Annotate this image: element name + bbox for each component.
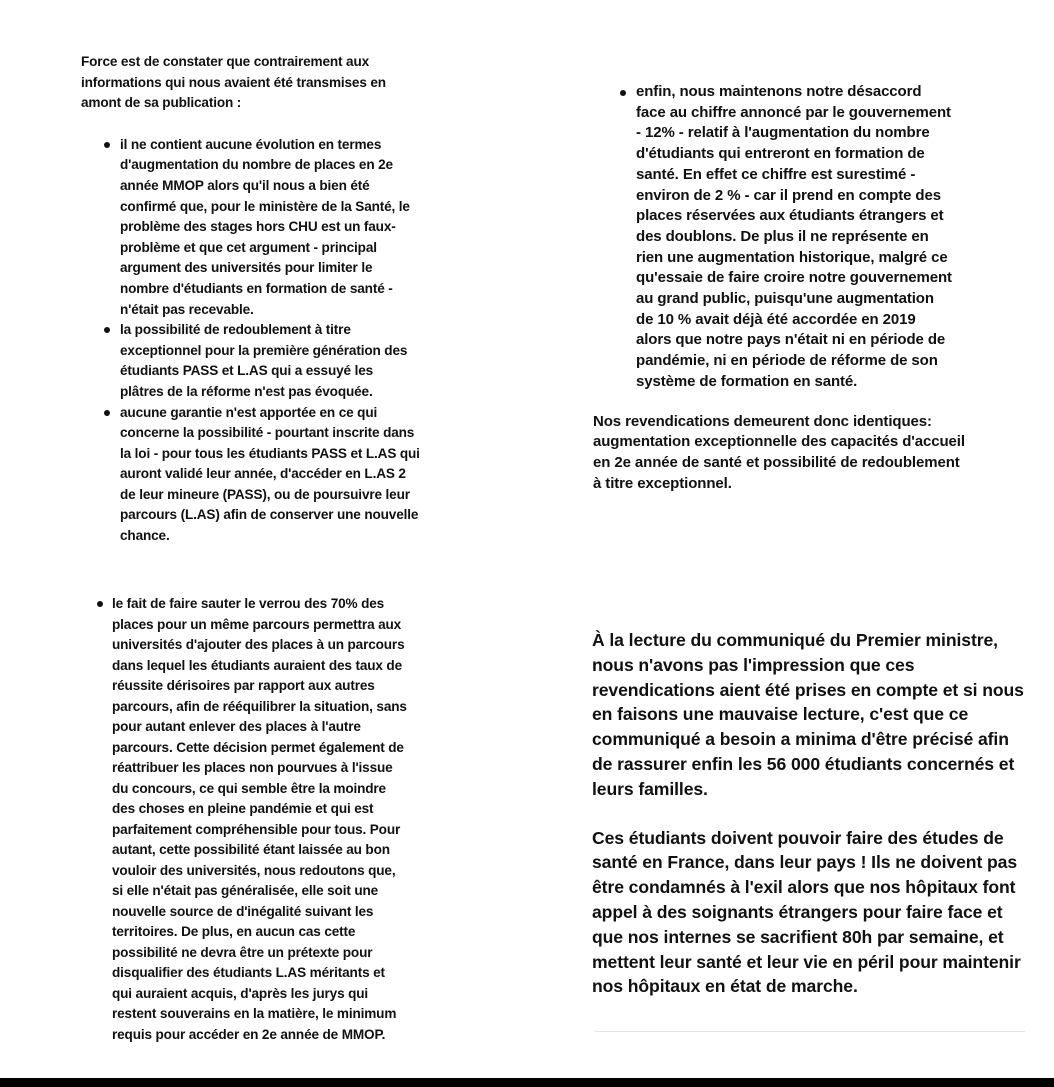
right-bullet-list	[593, 82, 954, 393]
upper-left-section	[81, 52, 426, 547]
bottom-bar	[0, 1078, 1054, 1087]
list-item-text: enfin, nous maintenons notre désaccord face au chiffre annoncé par le gouvernement - 12% - relatif à l'augmentation du nombre d'étudiants qui entreront en formation de santé. En effet ce chiffre est surestimé - environ de 2 % - car il prend en compte des places réservées aux étudiants étrangers et des doublons. De plus il ne représente en rien une augmentation historique, malgré ce qu'essaie de faire croire notre gouvernement au grand public, puisqu'une augmentation de 10 % avait déjà été accordée en 2019 alors que notre pays n'était ni en période de pandémie, ni en période de réforme de son système de formation en santé.	[636, 83, 952, 390]
list-item-text: la possibilité de redoublement à titre exceptionnel pour la première génération des étudiants PASS et L.AS qui a essuyé les plâtres de la réforme n'est pas évoquée.	[120, 322, 408, 399]
upper-right-section	[593, 82, 968, 494]
closing-paragraph: Ces étudiants doivent pouvoir faire des études de santé en France, dans leur pays ! Ils ne doivent pas être condamnés à l'exil alors que nos hôpitaux font appel à des soignants étrangers pour faire face et que nos internes se sacrifient 80h par semaine, et mettent leur santé et leur vie en péril pour maintenir nos hôpitaux en état de marche.	[592, 827, 1021, 997]
list-item	[120, 403, 420, 547]
list-item	[112, 594, 408, 1045]
lower-left-bullet-list	[112, 594, 408, 1045]
intro-paragraph: Force est de constater que contrairement aux informations qui nous avaient été transmises en amont de sa publication :	[81, 54, 386, 111]
list-item-text: le fait de faire sauter le verrou des 70% des places pour un même parcours permettra aux universités d'ajouter des places à un parcours dans lequel les étudiants auraient des taux de réussite dérisoires par rapport aux autres parcours, afin de rééquilibrer la situation, sans pour autant enlever des places à l'autre parcours. Cette décision permet également de réattribuer les places non pourvues à l'issue du concours, ce qui semble être la moindre des choses en pleine pandémie et qui est parfaitement compréhensible pour tous. Pour autant, cette possibilité étant laissée au bon vouloir des universités, nous redoutons que, si elle n'était pas généralisée, elle soit une nouvelle source de d'inégalité suivant les territoires. De plus, en aucun cas cette possibilité ne devra être un prétexte pour disqualifier des étudiants L.AS méritants et qui auraient acquis, d'après les jurys qui restent souverains en la matière, le minimum requis pour accéder en 2e année de MMOP.	[112, 596, 407, 1042]
revendications-paragraph: Nos revendications demeurent donc identiques: augmentation exceptionnelle des capacités d'accueil en 2e année de santé et possibilité de redoublement à titre exceptionnel.	[593, 412, 965, 492]
left-bullet-list	[81, 135, 420, 547]
divider	[595, 1031, 1025, 1032]
closing-section	[592, 628, 1032, 999]
lower-left-section	[112, 594, 408, 1045]
list-item	[120, 320, 420, 402]
list-item	[120, 135, 420, 320]
list-item-text: il ne contient aucune évolution en termes d'augmentation du nombre de places en 2e année MMOP alors qu'il nous a bien été confirmé que, pour le ministère de la Santé, le problème des stages hors CHU est un faux-problème et que cet argument - principal argument des universités pour limiter le nombre d'étudiants en formation de santé - n'était pas recevable.	[120, 136, 410, 317]
bullet-icon	[97, 601, 103, 607]
bullet-icon	[620, 90, 626, 96]
list-item-text: aucune garantie n'est apportée en ce qui concerne la possibilité - pourtant inscrite dans la loi - pour tous les étudiants PASS et L.AS qui auront validé leur année, d'accéder en L.AS 2 de leur mineure (PASS), ou de poursuivre leur parcours (L.AS) afin de conserver une nouvelle chance.	[120, 404, 420, 544]
bullet-icon	[104, 142, 110, 148]
list-item	[636, 82, 954, 393]
bullet-icon	[104, 327, 110, 333]
closing-paragraph: À la lecture du communiqué du Premier ministre, nous n'avons pas l'impression que ces revendications aient été prises en compte et si nous en faisons une mauvaise lecture, c'est que ce communiqué a besoin a minima d'être précisé afin de rassurer enfin les 56 000 étudiants concernés et leurs familles.	[592, 630, 1024, 799]
bullet-icon	[104, 410, 110, 416]
